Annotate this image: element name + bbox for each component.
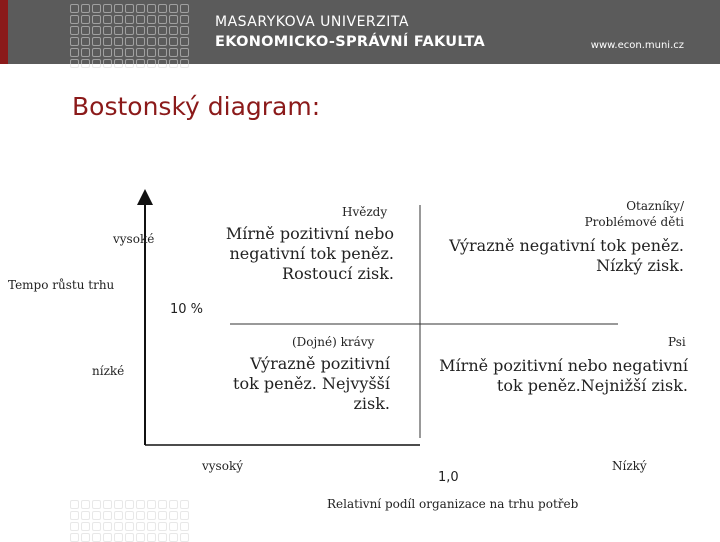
x-axis-title: Relativní podíl organizace na trhu potřeb [327,497,579,511]
logo-dot [103,522,112,531]
logo-dot [114,511,123,520]
logo-dot [70,533,79,542]
logo-dot [169,511,178,520]
logo-dot [158,522,167,531]
logo-dot [158,500,167,509]
logo-dot [114,522,123,531]
logo-dot [92,500,101,509]
logo-dot [92,533,101,542]
logo-dot [103,511,112,520]
logo-dot [114,533,123,542]
logo-dot [70,500,79,509]
dogs-description: Mírně pozitivní nebo negativní tok peněz.Nejnižší zisk. [439,356,688,395]
logo-dot [70,511,79,520]
logo-dot [147,533,156,542]
logo-dot [81,511,90,520]
question-marks-description: Výrazně negativní tok peněz. Nízký zisk. [449,236,684,275]
logo-dot [70,522,79,531]
question-marks-title: Otazníky/ Problémové děti [584,199,684,229]
logo-dot [147,522,156,531]
logo-dot [180,511,189,520]
y-axis-high-label: vysoké [113,232,155,246]
growth-threshold: 10 % [170,302,204,317]
logo-dot [180,533,189,542]
logo-dot [136,511,145,520]
logo-dot [81,500,90,509]
logo-dot [147,500,156,509]
stars-title: Hvězdy [342,205,388,219]
logo-dot [169,533,178,542]
faculty-name: EKONOMICKO-SPRÁVNÍ FAKULTA [215,34,486,50]
logo-dot [81,533,90,542]
logo-dot [103,533,112,542]
logo-dot [136,522,145,531]
logo-dot [158,533,167,542]
y-axis-low-label: nízké [92,364,125,378]
x-axis-low-label: Nízký [612,459,647,473]
logo-dot [81,522,90,531]
stars-description: Mírně pozitivní nebo negativní tok peněz. Rostoucí zisk. [225,224,394,283]
website-link[interactable]: www.econ.muni.cz [590,40,684,51]
logo-dot [158,511,167,520]
cash-cows-title: (Dojné) krávy [292,335,375,349]
logo-dot [125,511,134,520]
logo-dot [169,522,178,531]
logo-dot [136,500,145,509]
y-axis-title: Tempo růstu trhu [8,278,115,292]
logo-dot [103,500,112,509]
logo-dot [92,522,101,531]
cash-cows-description: Výrazně pozitivní tok peněz. Nejvyšší zisk. [233,354,390,413]
logo-dot [125,500,134,509]
x-axis-high-label: vysoký [202,459,243,473]
logo-dot [125,522,134,531]
logo-dot [114,500,123,509]
logo-dot [169,500,178,509]
logo-dot [92,511,101,520]
dogs-title: Psi [668,335,686,349]
logo-dot [180,500,189,509]
logo-dot [125,533,134,542]
logo-dot [147,511,156,520]
slide-title: Bostonský diagram: [72,92,321,121]
logo-dot [136,533,145,542]
logo-dot [180,522,189,531]
share-threshold: 1,0 [438,470,459,485]
university-name: MASARYKOVA UNIVERZITA [215,14,409,30]
